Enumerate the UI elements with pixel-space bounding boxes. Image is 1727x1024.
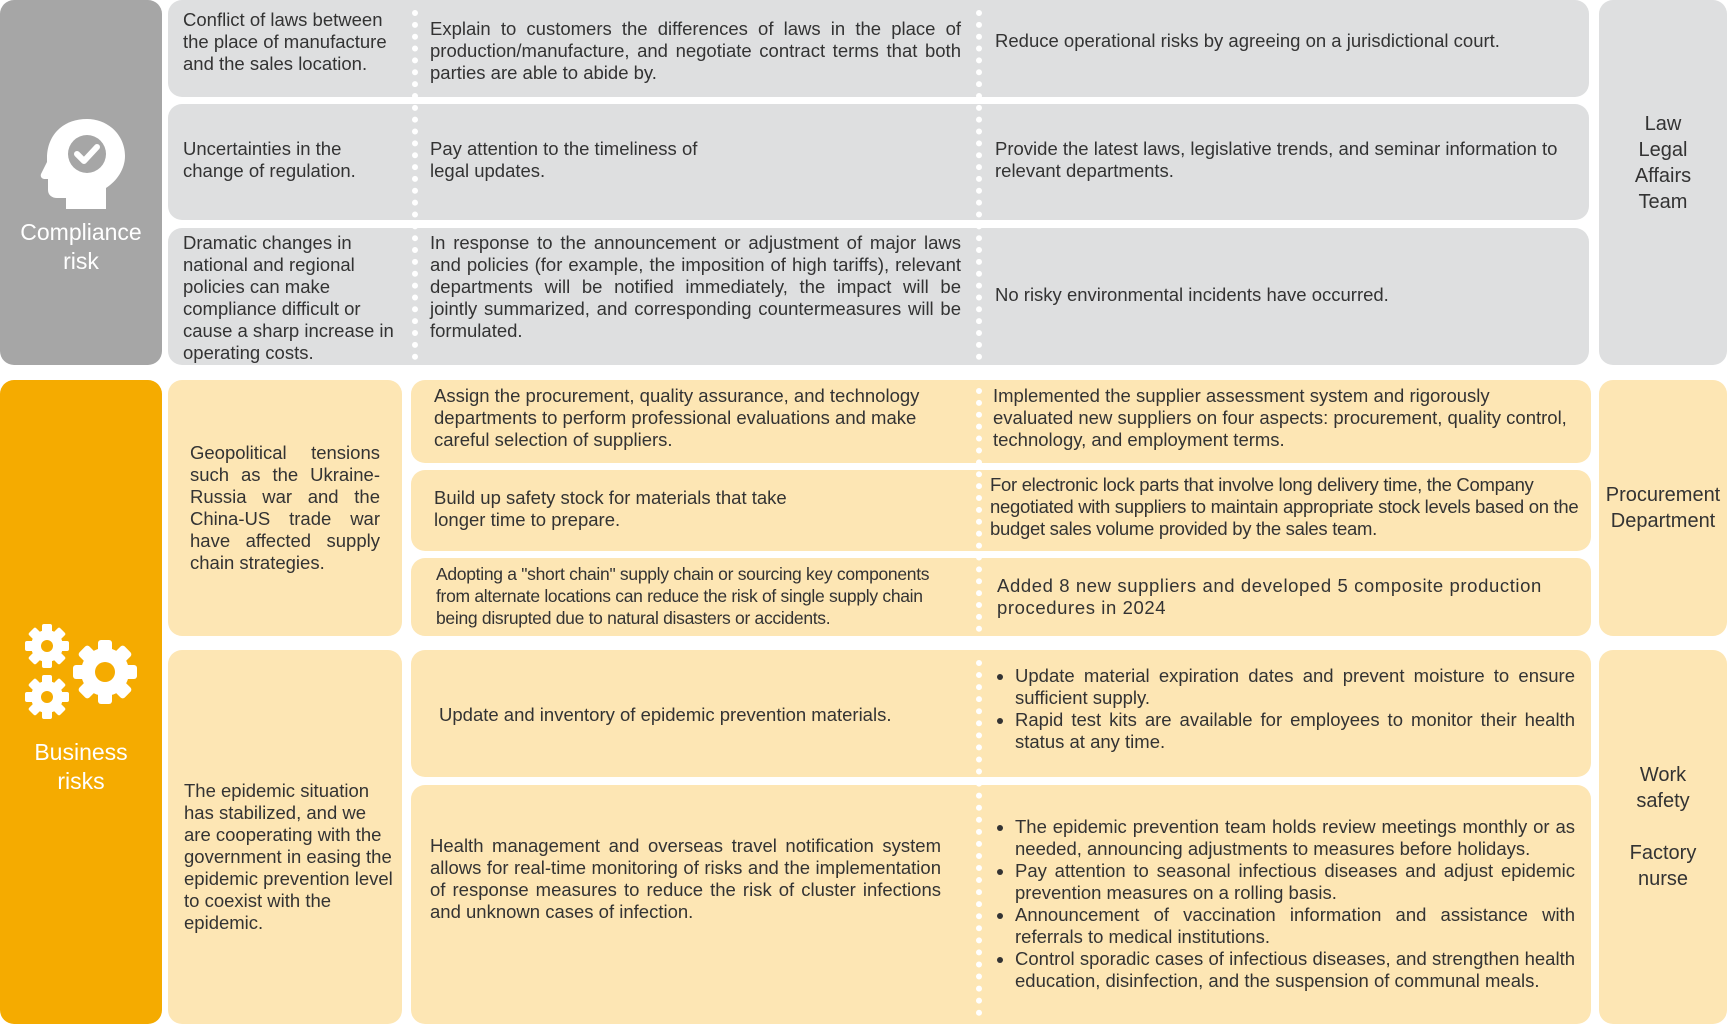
compliance-category-label: Compliance risk	[20, 219, 142, 274]
business-result-cell: For electronic lock parts that involve long delivery time, the Company negotiated with suppliers to maintain appropriate stock levels based on the budget sales volume provided by the sales team.	[990, 474, 1579, 539]
business-measure-cell: Update and inventory of epidemic prevention materials.	[439, 704, 892, 725]
gears-icon	[22, 620, 142, 730]
business-measure-cell: Assign the procurement, quality assurance, and technology departments to perform professional evaluations and make careful selection of suppliers.	[434, 385, 920, 450]
compliance-divider-2	[976, 10, 982, 360]
business-result-cell	[995, 664, 1575, 754]
business-result-cell	[995, 794, 1575, 1014]
compliance-divider-1	[412, 10, 418, 360]
compliance-risk-cell: Dramatic changes in national and regional policies can make compliance difficult or cause a sharp increase in operating costs.	[183, 232, 394, 363]
business-result-cell: Implemented the supplier assessment system and rigorously evaluated new suppliers on four aspects: procurement, quality control, technology, and employment terms.	[993, 385, 1567, 450]
result-bullet-list	[995, 665, 1575, 753]
result-bullet: • Update material expiration dates and prevent moisture to ensure sufficient supply.	[1015, 665, 1575, 709]
compliance-measure-cell: Pay attention to the timeliness of legal updates.	[430, 138, 698, 181]
compliance-result-cell: No risky environmental incidents have occurred.	[995, 284, 1389, 305]
result-bullet: • Control sporadic cases of infectious diseases, and strengthen health education, disinfection, and the suspension of communal meals.	[1015, 948, 1575, 992]
procurement-department: Procurement Department	[1605, 484, 1721, 532]
result-bullet-list	[995, 816, 1575, 992]
compliance-measure-cell: In response to the announcement or adjustment of major laws and policies (for example, the imposition of high tariffs), relevant departments will be notified immediately, the impact will be jointly summarized, and corresponding countermeasures will be formulated.	[430, 232, 961, 341]
result-bullet: • Rapid test kits are available for employees to monitor their health status at any time.	[1015, 709, 1575, 753]
head-check-icon	[40, 116, 126, 210]
business-risks-category	[0, 380, 162, 1024]
business-divider-2	[976, 660, 982, 1016]
compliance-result-cell: Reduce operational risks by agreeing on a jurisdictional court.	[995, 30, 1500, 51]
business-risk-cell: The epidemic situation has stabilized, and we are cooperating with the government in easing the epidemic prevention level to coexist with the epidemic.	[184, 780, 393, 933]
business-result-cell: Added 8 new suppliers and developed 5 composite production procedures in 2024	[997, 575, 1542, 618]
compliance-risk-cell: Uncertainties in the change of regulation.	[183, 138, 356, 181]
compliance-result-cell: Provide the latest laws, legislative trends, and seminar information to relevant departments.	[995, 138, 1558, 181]
business-category-label: Business risks	[34, 739, 128, 794]
compliance-department: Law Legal Affairs Team	[1634, 112, 1692, 213]
business-measure-cell: Adopting a "short chain" supply chain or sourcing key components from alternate locations can reduce the risk of single supply chain being disrupted due to natural disasters or accidents.	[436, 564, 930, 628]
compliance-risk-cell: Conflict of laws between the place of manufacture and the sales location.	[183, 9, 387, 74]
result-bullet: • Announcement of vaccination information and assistance with referrals to medical institutions.	[1015, 904, 1575, 948]
work-safety-department: Work safety Factory nurse	[1629, 764, 1697, 890]
business-divider-1	[976, 388, 982, 632]
result-bullet: • The epidemic prevention team holds review meetings monthly or as needed, announcing adjustments to measures before holidays.	[1015, 816, 1575, 860]
compliance-measure-cell: Explain to customers the differences of laws in the place of production/manufacture, and negotiate contract terms that both parties are able to abide by.	[430, 18, 961, 83]
business-measure-cell: Build up safety stock for materials that take longer time to prepare.	[434, 487, 787, 530]
result-bullet: • Pay attention to seasonal infectious diseases and adjust epidemic prevention measures on a rolling basis.	[1015, 860, 1575, 904]
business-risk-cell: Geopolitical tensions such as the Ukraine-Russia war and the China-US trade war have affected supply chain strategies.	[190, 442, 380, 573]
compliance-risk-category	[0, 0, 162, 365]
business-measure-cell: Health management and overseas travel notification system allows for real-time monitoring of risks and the implementation of response measures to reduce the risk of cluster infections and unknown cases of infection.	[430, 835, 941, 922]
